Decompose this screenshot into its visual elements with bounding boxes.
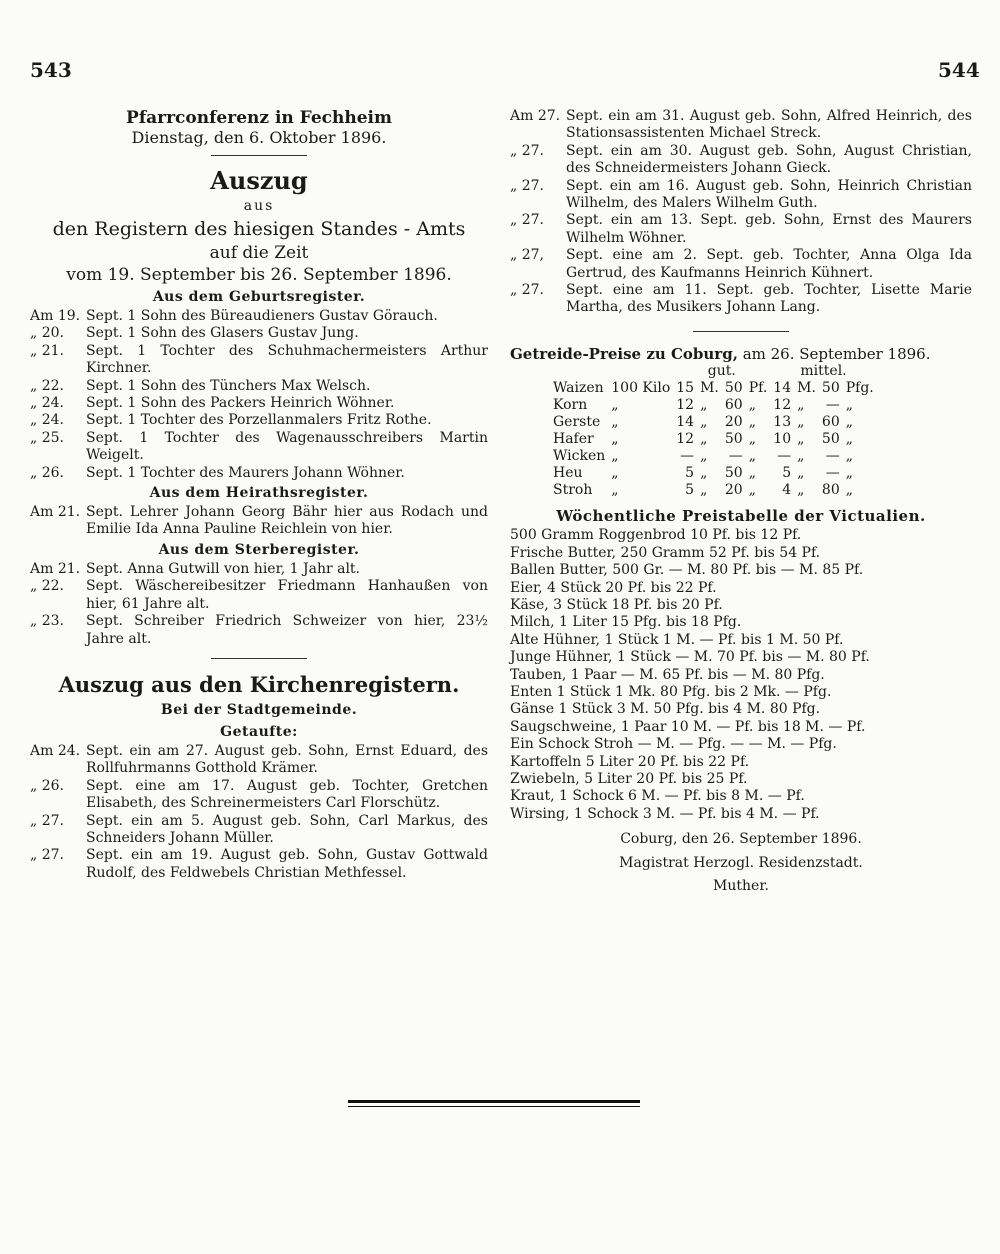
entry-text: Sept. ein am 27. August geb. Sohn, Ernst Eduard, des Rollfuhrmanns Gotthold Krämer.: [86, 742, 488, 777]
entry-date-prefix: Am 19.: [30, 308, 81, 324]
victual-price-item: Kraut, 1 Schock 6 M. — Pf. bis 8 M. — Pf.: [510, 788, 805, 805]
grain-cell: „: [748, 465, 756, 482]
grain-table-header: [550, 363, 877, 380]
divider: [211, 155, 307, 156]
period-range: vom 19. September bis 26. September 1896.: [66, 265, 452, 285]
grain-cell: „: [700, 465, 708, 482]
entry-date-prefix: „ 27.: [30, 847, 64, 864]
entry-text: Sept. Lehrer Johann Georg Bähr hier aus Rodach und Emilie Ida Anna Pauline Reichlein von hier.: [86, 504, 488, 538]
grain-cell: „: [748, 431, 756, 448]
grain-cell: 13: [773, 414, 792, 431]
register-entry: [30, 378, 488, 395]
entry-text: Sept. ein am 16. August geb. Sohn, Heinrich Christian Wilhelm, des Malers Wilhelm Guth.: [566, 177, 972, 212]
register-entry: [510, 212, 972, 247]
grain-cell: Pfg.: [845, 380, 874, 397]
register-entry: [30, 813, 488, 848]
register-entry: [510, 282, 972, 317]
grain-cell: „: [797, 397, 805, 414]
entry-date-prefix: „ 27,: [510, 247, 544, 264]
entry-text: Sept. ein am 31. August geb. Sohn, Alfred Heinrich, des Stationsassistenten Michael Streck.: [566, 108, 972, 142]
grain-cell: „: [700, 448, 708, 465]
entry-text: Sept. 1 Tochter des Schuhmachermeisters Arthur Kirchner.: [86, 342, 488, 377]
register-entry: [30, 343, 488, 378]
grain-cell: 12: [676, 431, 695, 448]
victual-price-item: Käse, 3 Stück 18 Pf. bis 20 Pf.: [510, 596, 723, 613]
signature: Muther.: [713, 878, 769, 894]
entry-date-prefix: „ 27.: [510, 282, 544, 299]
getreide-date: am 26. September 1896.: [737, 344, 931, 363]
register-entry: [30, 847, 488, 882]
entry-date-prefix: Am 24.: [30, 742, 81, 759]
grain-cell: 14: [676, 414, 695, 431]
grain-row: [550, 380, 877, 397]
register-entry: [30, 578, 488, 613]
entry-date-prefix: „ 24.: [30, 412, 64, 429]
entry-text: Sept. ein am 19. August geb. Sohn, Gustav Gottwald Rudolf, des Feldwebels Christian Methfessel.: [86, 847, 488, 881]
entry-date-prefix: „ 24.: [30, 395, 64, 412]
entry-date-prefix: „ 26.: [30, 464, 64, 481]
victual-price-item: Saugschweine, 1 Paar 10 M. — Pf. bis 18 M. — Pf.: [510, 718, 866, 735]
page-number-left: 543: [30, 58, 72, 82]
getaufte-continued-list: [510, 108, 972, 317]
grain-cell: „: [700, 414, 708, 431]
register-entry: [30, 325, 488, 342]
grain-cell: „: [845, 465, 853, 482]
entry-date-prefix: Am 27.: [510, 108, 561, 124]
grain-row: [550, 397, 877, 414]
entry-date-prefix: „ 27.: [510, 177, 544, 194]
right-column: [510, 108, 972, 895]
getaufte-heading: Getaufte:: [220, 723, 298, 740]
grain-cell: 50: [724, 380, 743, 397]
victual-price-item: Gänse 1 Stück 3 M. 50 Pfg. bis 4 M. 80 Pfg.: [510, 701, 821, 718]
entry-text: Sept. eine am 11. Sept. geb. Tochter, Lisette Marie Martha, des Musikers Johann Lang.: [566, 282, 972, 316]
sterbe-list: [30, 561, 488, 648]
grain-cell: 50: [724, 431, 743, 448]
magistrat: Magistrat Herzogl. Residenzstadt.: [619, 854, 863, 871]
grain-cell: „: [797, 465, 805, 482]
register-entry: [30, 430, 488, 465]
grain-cell: Pf.: [748, 380, 768, 397]
victual-price-item: Alte Hühner, 1 Stück 1 M. — Pf. bis 1 M. 50 Pf.: [510, 631, 844, 648]
grain-cell: 50: [821, 380, 840, 397]
victual-price-item: Milch, 1 Liter 15 Pfg. bis 18 Pfg.: [510, 614, 742, 631]
register-entry: [30, 613, 488, 648]
col-mittel: mittel.: [800, 363, 847, 380]
grain-cell: —: [680, 448, 695, 465]
grain-cell: „: [797, 431, 805, 448]
victual-price-item: Enten 1 Stück 1 Mk. 80 Pfg. bis 2 Mk. — Pfg.: [510, 683, 832, 700]
entry-date-prefix: „ 25.: [30, 429, 64, 446]
register-entry: [30, 504, 488, 539]
victual-price-item: Ein Schock Stroh — M. — Pfg. — — M. — Pfg.: [510, 736, 837, 753]
entry-date-prefix: „ 27.: [510, 212, 544, 229]
page-number-right: 544: [938, 58, 980, 82]
register-entry: [30, 412, 488, 429]
grain-name: Korn: [553, 397, 588, 414]
entry-text: Sept. eine am 2. Sept. geb. Tochter, Anna Olga Ida Gertrud, des Kaufmanns Heinrich Kühnert.: [566, 247, 972, 281]
grain-cell: „: [845, 482, 853, 499]
register-entry: [30, 561, 488, 578]
grain-cell: „: [845, 397, 853, 414]
register-entry: [30, 743, 488, 778]
grain-cell: 4: [782, 482, 792, 499]
grain-cell: 60: [821, 414, 840, 431]
grain-cell: —: [825, 448, 840, 465]
grain-cell: „: [797, 414, 805, 431]
grain-cell: „: [845, 414, 853, 431]
left-column: [30, 108, 488, 882]
grain-cell: 12: [773, 397, 792, 414]
entry-text: Sept. eine am 17. August geb. Tochter, Gretchen Elisabeth, des Schreinermeisters Carl Florschütz.: [86, 777, 488, 812]
entry-date-prefix: „ 22.: [30, 377, 64, 394]
grain-cell: 60: [724, 397, 743, 414]
entry-date-prefix: „ 21.: [30, 342, 64, 359]
heirats-heading: Aus dem Heirathsregister.: [149, 485, 369, 502]
grain-cell: „: [700, 397, 708, 414]
coburg-date: Coburg, den 26. September 1896.: [620, 831, 862, 848]
grain-name: Stroh: [553, 482, 593, 499]
register-entry: [30, 395, 488, 412]
register-entry: [30, 465, 488, 482]
grain-cell: „: [611, 431, 619, 448]
grain-cell: „: [700, 431, 708, 448]
grain-cell: 12: [676, 397, 695, 414]
grain-cell: M.: [797, 380, 816, 397]
grain-name: Waizen: [553, 380, 604, 397]
grain-cell: —: [728, 448, 743, 465]
bottom-double-rule: [348, 1100, 640, 1103]
entry-text: Sept. 1 Sohn des Büreaudieners Gustav Görauch.: [86, 308, 438, 324]
wochen-heading: Wöchentliche Preistabelle der Victualien.: [556, 507, 926, 526]
grain-cell: M.: [700, 380, 719, 397]
grain-cell: „: [611, 465, 619, 482]
period-label: auf die Zeit: [209, 243, 309, 263]
grain-cell: —: [825, 397, 840, 414]
grain-cell: „: [611, 397, 619, 414]
entry-text: Sept. 1 Sohn des Packers Heinrich Wöhner.: [86, 395, 395, 412]
entry-date-prefix: „ 22.: [30, 578, 64, 595]
grain-cell: „: [845, 448, 853, 465]
grain-row: [550, 448, 877, 465]
victuals-price-list: [510, 527, 972, 823]
victual-price-item: Kartoffeln 5 Liter 20 Pf. bis 22 Pf.: [510, 753, 750, 770]
entry-date-prefix: Am 21.: [30, 560, 81, 577]
register-entry: [30, 308, 488, 325]
entry-text: Sept. 1 Tochter des Wagenausschreibers Martin Weigelt.: [86, 429, 488, 464]
grain-cell: —: [777, 448, 792, 465]
grain-cell: 20: [724, 482, 743, 499]
grain-row: [550, 431, 877, 448]
getreide-heading-line: [510, 346, 972, 363]
victual-price-item: 500 Gramm Roggenbrod 10 Pf. bis 12 Pf.: [510, 527, 802, 544]
grain-row: [550, 465, 877, 482]
grain-cell: 50: [724, 465, 743, 482]
entry-text: Sept. ein am 30. August geb. Sohn, August Christian, des Schneidermeisters Johann Gieck.: [566, 142, 972, 177]
heirats-list: [30, 504, 488, 539]
entry-date-prefix: „ 27.: [510, 142, 544, 159]
entry-text: Sept. Wäschereibesitzer Friedmann Hanhaußen von hier, 61 Jahre alt.: [86, 578, 488, 612]
grain-name: Gerste: [553, 414, 601, 431]
entry-text: Sept. 1 Sohn des Tünchers Max Welsch.: [86, 377, 371, 394]
victual-price-item: Eier, 4 Stück 20 Pf. bis 22 Pf.: [510, 579, 717, 596]
grain-cell: 5: [782, 465, 792, 482]
grain-cell: 15: [676, 380, 695, 397]
entry-text: Sept. ein am 5. August geb. Sohn, Carl Markus, des Schneiders Johann Müller.: [86, 812, 488, 846]
entry-text: Sept. 1 Tochter des Porzellanmalers Fritz Rothe.: [86, 412, 432, 429]
conference-title: Pfarrconferenz in Fechheim: [126, 108, 392, 128]
register-entry: [510, 247, 972, 282]
grain-cell: „: [845, 431, 853, 448]
getreide-heading: Getreide-Preise zu Coburg,: [510, 344, 738, 363]
register-entry: [510, 178, 972, 213]
victual-price-item: Frische Butter, 250 Gramm 52 Pf. bis 54 Pf.: [510, 544, 821, 561]
grain-cell: 5: [685, 482, 695, 499]
grain-cell: 50: [821, 431, 840, 448]
geburts-heading: Aus dem Geburtsregister.: [152, 289, 366, 305]
grain-cell: „: [748, 397, 756, 414]
victual-price-item: Wirsing, 1 Schock 3 M. — Pf. bis 4 M. — Pf.: [510, 805, 820, 822]
bottom-double-rule-thin: [348, 1106, 640, 1107]
register-entry: [510, 143, 972, 178]
grain-cell: 14: [773, 380, 792, 397]
grain-cell: „: [700, 482, 708, 499]
grain-cell: 20: [724, 414, 743, 431]
grain-price-table: [550, 363, 877, 499]
entry-date-prefix: „ 26.: [30, 777, 64, 794]
grain-cell: 10: [773, 431, 792, 448]
entry-text: Sept. 1 Sohn des Glasers Gustav Jung.: [86, 325, 359, 342]
divider: [211, 658, 307, 659]
entry-date-prefix: „ 20.: [30, 325, 64, 342]
grain-cell: „: [611, 448, 619, 465]
sterbe-heading: Aus dem Sterberegister.: [158, 541, 360, 558]
grain-cell: „: [611, 482, 619, 499]
grain-cell: 5: [685, 465, 695, 482]
entry-date-prefix: „ 23.: [30, 613, 64, 630]
grain-cell: „: [797, 482, 805, 499]
conference-date: Dienstag, den 6. Oktober 1896.: [131, 128, 387, 147]
grain-row: [550, 482, 877, 499]
victual-price-item: Junge Hühner, 1 Stück — M. 70 Pf. bis — M. 80 Pf.: [510, 649, 870, 666]
grain-name: Heu: [553, 465, 583, 482]
auszug-heading: Auszug: [210, 166, 308, 195]
victual-price-item: Ballen Butter, 500 Gr. — M. 80 Pf. bis — M. 85 Pf.: [510, 562, 864, 579]
register-entry: [30, 778, 488, 813]
register-entry: [510, 108, 972, 143]
victual-price-item: Zwiebeln, 5 Liter 20 Pf. bis 25 Pf.: [510, 770, 748, 787]
grain-row: [550, 414, 877, 431]
getaufte-list: [30, 743, 488, 882]
entry-date-prefix: „ 27.: [30, 812, 64, 829]
entry-text: Sept. Schreiber Friedrich Schweizer von hier, 23½ Jahre alt.: [86, 613, 488, 647]
grain-cell: „: [797, 448, 805, 465]
kirchen-heading: Auszug aus den Kirchenregistern.: [58, 671, 460, 697]
grain-name: Wicken: [553, 448, 606, 465]
grain-cell: „: [748, 414, 756, 431]
grain-cell: 100 Kilo: [611, 380, 671, 397]
stadtgemeinde-heading: Bei der Stadtgemeinde.: [160, 701, 358, 718]
entry-text: Sept. ein am 13. Sept. geb. Sohn, Ernst des Maurers Wilhelm Wöhner.: [566, 212, 972, 246]
victual-price-item: Tauben, 1 Paar — M. 65 Pf. bis — M. 80 Pfg.: [510, 666, 825, 683]
grain-name: Hafer: [553, 431, 594, 448]
divider: [693, 331, 789, 332]
geburts-list: [30, 308, 488, 482]
grain-cell: —: [825, 465, 840, 482]
grain-cell: 80: [821, 482, 840, 499]
entry-text: Sept. 1 Tochter des Maurers Johann Wöhner.: [86, 464, 405, 481]
col-gut: gut.: [707, 363, 736, 380]
aus-label: aus: [243, 198, 275, 214]
grain-cell: „: [748, 448, 756, 465]
entry-date-prefix: Am 21.: [30, 504, 81, 521]
registers-heading: den Registern des hiesigen Standes - Amts: [52, 218, 466, 240]
grain-cell: „: [611, 414, 619, 431]
entry-text: Sept. Anna Gutwill von hier, 1 Jahr alt.: [86, 560, 361, 577]
grain-cell: „: [748, 482, 756, 499]
